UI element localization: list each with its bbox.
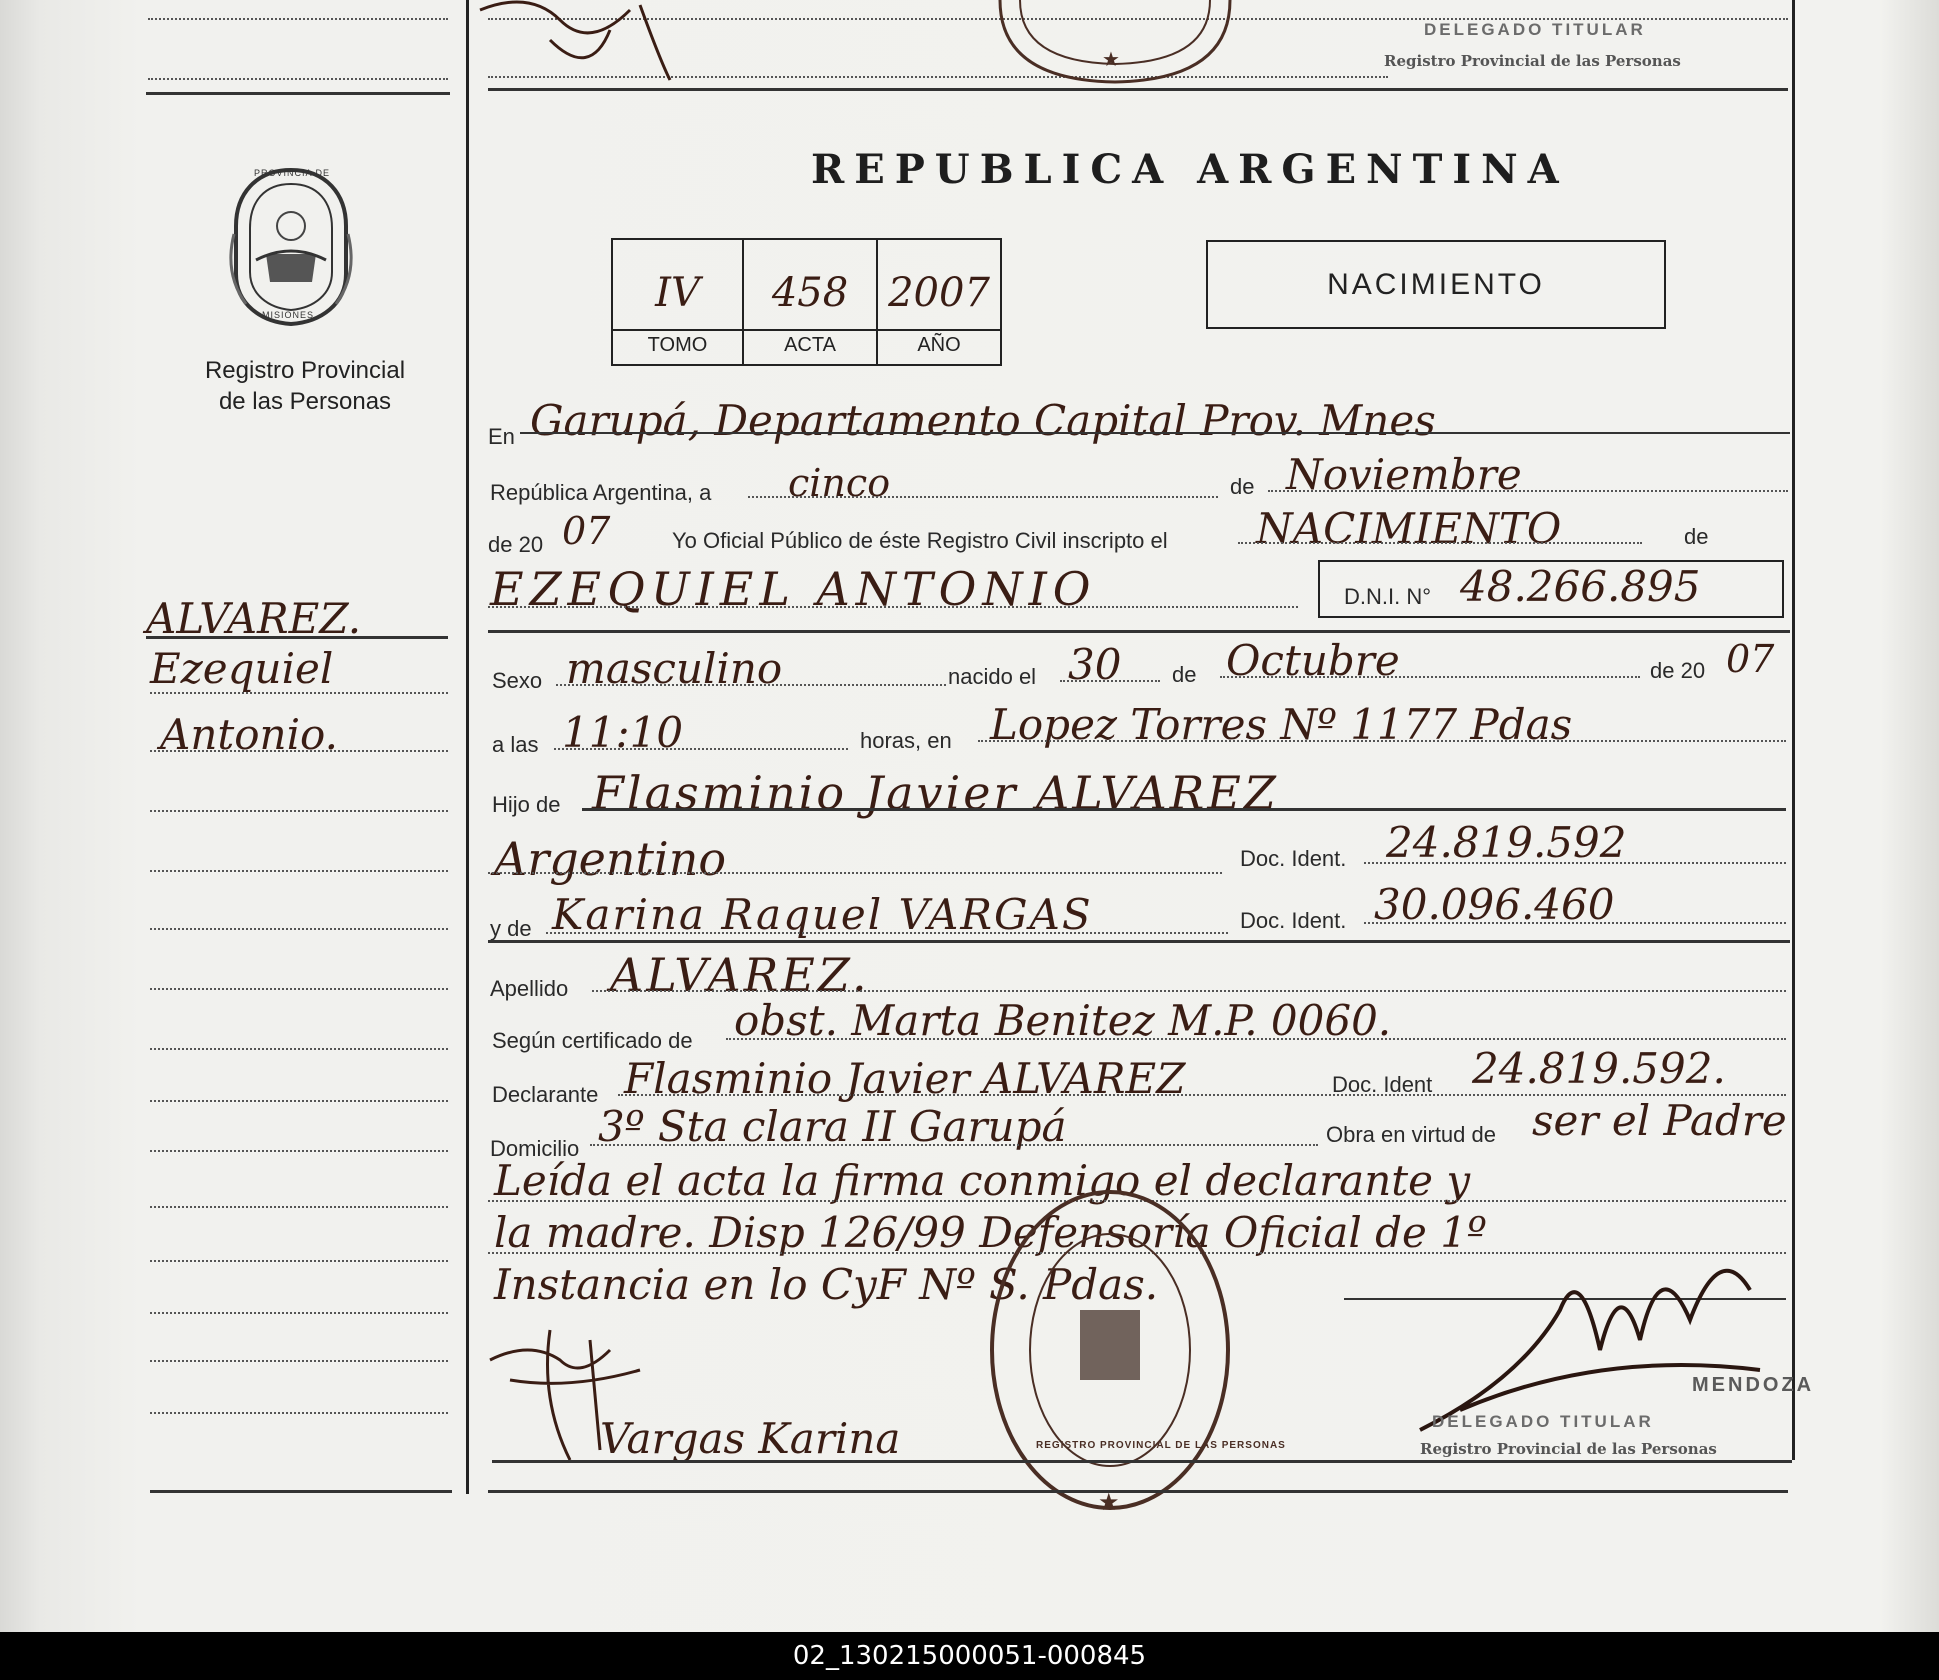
madre-value: Karina Raquel VARGAS	[552, 890, 1093, 939]
document-type-box: NACIMIENTO	[1206, 240, 1666, 329]
margin-rule	[150, 1312, 448, 1314]
nombre-value: EZEQUIEL ANTONIO	[490, 562, 1097, 616]
margin-rule	[150, 810, 448, 812]
sexo-label: Sexo	[492, 668, 543, 693]
dia-line	[748, 496, 1218, 498]
bottom-stamp-office: Registro Provincial de las Personas	[1420, 1440, 1717, 1458]
nota-line-1: Leída el acta la firma conmigo el declarante y	[494, 1156, 1471, 1205]
alas-label: a las	[492, 732, 539, 757]
margin-rule	[150, 1412, 448, 1414]
nota-line-2: la madre. Disp 126/99 Defensoría Oficial de 1º	[494, 1208, 1487, 1257]
segun-label: Según certificado de	[492, 1028, 693, 1053]
apellido-value: ALVAREZ.	[610, 948, 870, 1002]
padre-nac-value: Argentino	[494, 832, 727, 886]
de20-label-2: de 20	[1650, 658, 1706, 683]
mes-line	[1268, 490, 1788, 492]
domicilio-label: Domicilio	[490, 1136, 580, 1161]
acta-cell	[744, 240, 878, 364]
svg-text:★: ★	[1098, 1489, 1120, 1516]
anio-label: AÑO	[917, 334, 961, 356]
margin-rule	[150, 1260, 448, 1262]
margin-rule	[150, 1150, 448, 1152]
obra-value: ser el Padre	[1532, 1096, 1787, 1145]
domicilio-value: 3º Sta clara II Garupá	[598, 1102, 1067, 1151]
sidebar-top-rule	[146, 92, 450, 95]
dia-nac-value: 30	[1068, 640, 1122, 689]
seal-top-text: PROVINCIA DE	[254, 168, 331, 178]
yde-label: y de	[490, 916, 532, 941]
de20-label: de 20	[488, 532, 544, 557]
certificado-value: obst. Marta Benitez M.P. 0060.	[734, 996, 1392, 1045]
padre-line	[582, 808, 1786, 811]
margin-rule	[150, 1048, 448, 1050]
document-title: REPUBLICA ARGENTINA	[811, 146, 1569, 193]
nombre-line	[488, 606, 1298, 608]
lugar-value: Lopez Torres Nº 1177 Pdas	[990, 700, 1573, 749]
en-value: Garupá, Departamento Capital Prov. Mnes	[530, 396, 1436, 445]
nacido-label: nacido el	[948, 664, 1037, 689]
inscripcion-line	[1238, 542, 1642, 544]
margin-rule	[150, 692, 448, 694]
madre-doc-value: 30.096.460	[1374, 880, 1615, 929]
en-label: En	[488, 424, 515, 449]
margin-rule	[150, 988, 448, 990]
margin-rule	[150, 870, 448, 872]
margin-rule	[150, 928, 448, 930]
registry-name	[150, 355, 460, 417]
section-rule	[488, 940, 1790, 943]
domicilio-line	[590, 1144, 1318, 1146]
padre-value: Flasminio Javier ALVAREZ	[592, 766, 1279, 820]
sidebar-top-rule	[148, 18, 448, 20]
madre-line	[546, 932, 1228, 934]
margin-rule	[146, 636, 448, 639]
top-stamp-office: Registro Provincial de las Personas	[1384, 52, 1681, 70]
sexo-line	[556, 684, 946, 686]
top-signature-icon	[470, 0, 700, 90]
horas-label: horas, en	[860, 728, 952, 753]
tomo-value: IV	[655, 270, 700, 316]
sidebar-top-rule	[148, 78, 448, 80]
margin-rule	[150, 1100, 448, 1102]
anio-cell	[878, 240, 1000, 364]
obra-label: Obra en virtud de	[1326, 1122, 1496, 1147]
bottom-stamp-name: MENDOZA	[1692, 1374, 1815, 1396]
padre-nac-line	[488, 872, 1222, 874]
padre-doc-line	[1364, 862, 1786, 864]
de-label-2: de	[1684, 524, 1709, 549]
dia-nac-line	[1060, 680, 1160, 682]
oficial-label: Yo Oficial Público de éste Registro Civil inscripto el	[672, 528, 1168, 553]
registry-seal-text: REGISTRO PROVINCIAL DE LAS PERSONAS	[1036, 1440, 1286, 1451]
dni-value: 48.266.895	[1460, 562, 1701, 611]
mes-nac-value: Octubre	[1226, 636, 1400, 685]
mes-value: Noviembre	[1286, 450, 1522, 499]
registry-seal-icon	[980, 1180, 1240, 1520]
bottom-rule	[492, 1460, 1792, 1463]
de-label: de	[1230, 474, 1255, 499]
lugar-line	[978, 740, 1786, 742]
declarante-doc-value: 24.819.592.	[1472, 1044, 1726, 1093]
margin-surname: ALVAREZ.	[146, 594, 362, 643]
acta-label: ACTA	[784, 334, 836, 356]
mother-signature: Vargas Karina	[600, 1414, 901, 1463]
record-number-box	[611, 238, 1002, 366]
margin-rule	[150, 750, 448, 752]
svg-text:★: ★	[1102, 49, 1120, 71]
bottom-rule	[488, 1490, 1788, 1493]
margin-rule	[150, 1360, 448, 1362]
section-rule	[488, 630, 1790, 633]
tomo-cell	[613, 240, 744, 364]
nota-line-3: Instancia en lo CyF Nº S. Pdas.	[494, 1260, 1159, 1309]
image-caption: 02_130215000051-000845	[0, 1632, 1939, 1680]
margin-name-2: Antonio.	[160, 710, 338, 759]
hora-line	[554, 748, 848, 750]
declarante-label: Declarante	[492, 1082, 599, 1107]
certificado-line	[726, 1038, 1786, 1040]
hora-value: 11:10	[562, 708, 684, 757]
province-seal-icon	[226, 164, 356, 330]
margin-rule	[150, 1206, 448, 1208]
dni-label: D.N.I. N°	[1344, 584, 1432, 609]
anio-short-value: 07	[562, 509, 611, 553]
record-box-divider	[613, 329, 1000, 331]
declarante-value: Flasminio Javier ALVAREZ	[624, 1054, 1186, 1103]
de-label-3: de	[1172, 662, 1197, 687]
margin-name-1: Ezequiel	[150, 644, 334, 693]
dni-box	[1318, 560, 1784, 618]
madre-doc-line	[1364, 922, 1786, 924]
sidebar-bottom-rule	[150, 1490, 452, 1493]
mes-nac-line	[1220, 676, 1640, 678]
dia-value: cinco	[788, 461, 891, 505]
bottom-stamp-role: DELEGADO TITULAR	[1432, 1412, 1654, 1431]
doc-label: Doc. Ident.	[1240, 846, 1347, 871]
inscripcion-value: NACIMIENTO	[1256, 504, 1562, 553]
en-line	[520, 432, 1790, 434]
padre-doc-value: 24.819.592	[1386, 818, 1627, 867]
top-official-seal-icon	[990, 0, 1240, 90]
right-border	[1792, 0, 1795, 1460]
column-divider	[466, 0, 469, 1494]
apellido-line	[592, 990, 1786, 992]
tomo-label: TOMO	[647, 334, 708, 356]
anio-nac-value: 07	[1726, 637, 1775, 681]
doc-label-3: Doc. Ident	[1332, 1072, 1433, 1097]
seal-bottom-text: MISIONES	[262, 310, 315, 320]
anio-value: 2007	[888, 270, 990, 316]
apellido-label: Apellido	[490, 976, 569, 1001]
hijo-label: Hijo de	[492, 792, 561, 817]
registry-name-line1: Registro Provincial	[204, 357, 406, 384]
top-stamp-role: DELEGADO TITULAR	[1424, 20, 1646, 39]
acta-value: 458	[771, 270, 849, 316]
republica-label: República Argentina, a	[490, 480, 712, 505]
registry-name-line2: de las Personas	[218, 388, 392, 416]
sexo-value: masculino	[566, 644, 783, 693]
doc-label-2: Doc. Ident.	[1240, 908, 1347, 933]
